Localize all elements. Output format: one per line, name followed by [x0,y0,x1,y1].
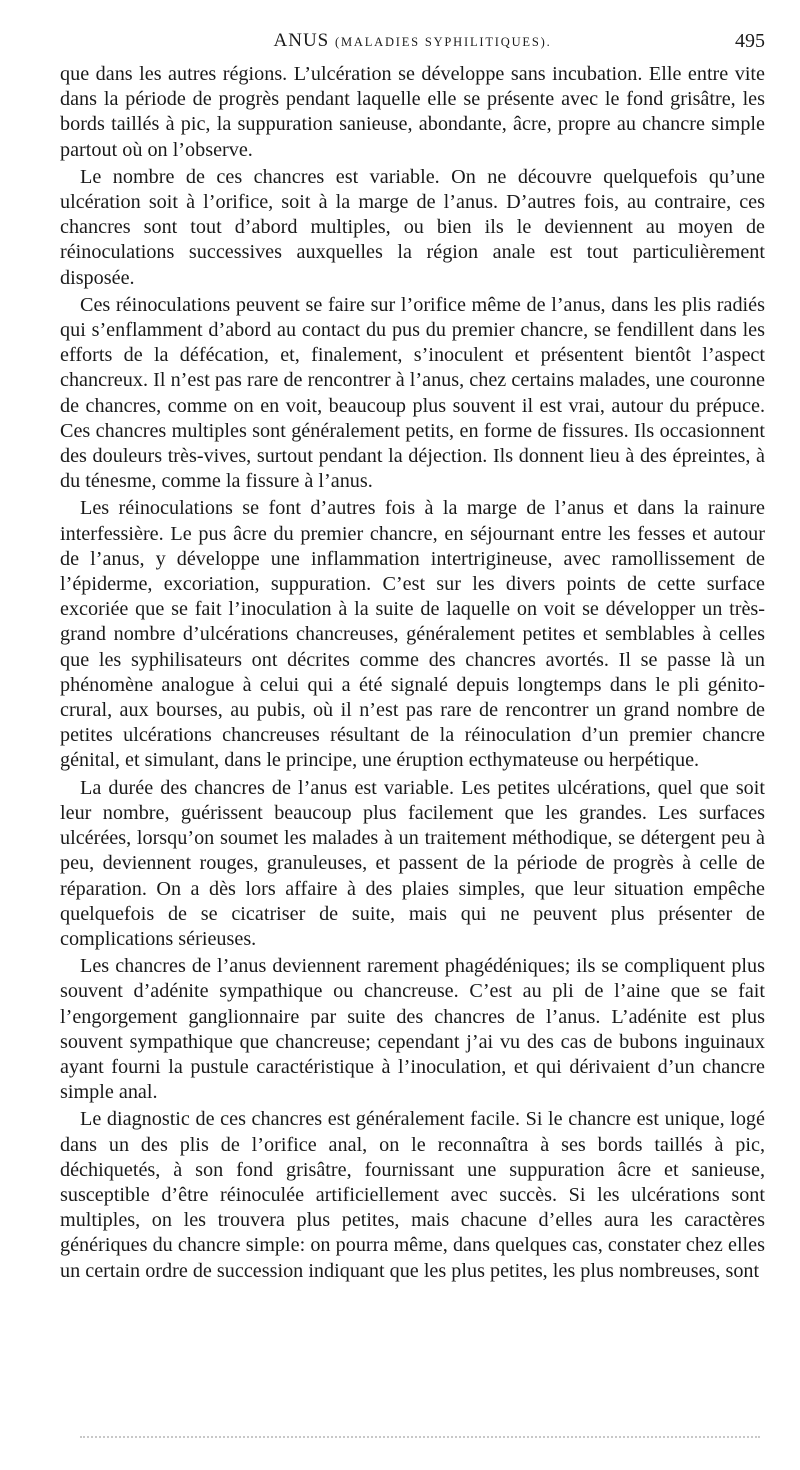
page-number: 495 [735,30,765,52]
paragraph-3: Ces réinoculations peuvent se faire sur l’orifice même de l’anus, dans les plis radiés qui s’enflamment d’abord au contact du pus du premier chancre, se fendillent dans les efforts de la défécation, et, finalement, s’inoculent et présentent bientôt l’aspect chancreux. Il n’est pas rare de rencontrer à l’anus, chez certains malades, une couronne de chancres, comme on en voit, beaucoup plus souvent il est vrai, autour du prépuce. Ces chancres multiples sont généralement petits, en forme de fissures. Ils occasionnent des douleurs très-vives, surtout pendant la déjection. Ils donnent lieu à des épreintes, à du ténesme, comme la fissure à l’anus. [60,293,765,493]
running-head-title [60,28,765,55]
paragraph-4: Les réinoculations se font d’autres fois à la marge de l’anus et dans la rainure interfessière. Le pus âcre du premier chancre, en séjournant entre les fesses et autour de l’anus, y développe une inflammation intertrigineuse, avec ramollissement de l’épiderme, excoriation, suppuration. C’est sur les divers points de cette surface excoriée que se fait l’inoculation à la suite de laquelle on voit se développer un très-grand nombre d’ulcérations chancreuses, généralement petites et semblables à celles que les syphilisateurs ont décrites comme des chancres avortés. Il se passe là un phénomène analogue à celui qui a été signalé depuis longtemps dans le pli génito-crural, aux bourses, au pubis, où il n’est pas rare de rencontrer un grand nombre de petites ulcérations chancreuses résultant de la réinoculation d’un premier chancre génital, et simulant, dans le principe, une éruption ecthymateuse ou herpétique. [60,497,765,772]
running-head [60,28,765,54]
body-text [60,62,765,1284]
running-head-title-sub: (MALADIES SYPHILITIQUES). [334,35,552,49]
running-head-title-main: ANUS [273,30,330,51]
paragraph-6: Les chancres de l’anus deviennent rarement phagédéniques; ils se compliquent plus souvent d’adénite sympathique ou chancreuse. C’est au pli de l’aine que se fait l’engorgement ganglionnaire par suite des chancres de l’anus. L’adénite est plus souvent sympathique que chancreuse; cependant j’ai vu des cas de bubons inguinaux ayant fourni la pustule caractéristique à l’inoculation, et qui dérivaient d’un chancre simple anal. [60,955,765,1104]
bottom-bleed-through-line [80,1436,760,1440]
paragraph-7: Le diagnostic de ces chancres est généralement facile. Si le chancre est unique, logé dans un des plis de l’orifice anal, on le reconnaîtra à ses bords taillés à pic, déchiquetés, à son fond grisâtre, fournissant une suppuration âcre et sanieuse, susceptible d’être réinoculée artificiellement avec succès. Si les ulcérations sont multiples, on les trouvera plus petites, mais chacune d’elles aura les caractères génériques du chancre simple: on pourra même, dans quelques cas, constater chez elles un certain ordre de succession indiquant que les plus petites, les plus nombreuses, sont [60,1108,765,1282]
paragraph-2: Le nombre de ces chancres est variable. On ne découvre quelquefois qu’une ulcération soit à l’orifice, soit à la marge de l’anus. D’autres fois, au contraire, ces chancres sont tout d’abord multiples, ou bien ils le deviennent au moyen de réinoculations successives auxquelles la région anale est tout particulièrement disposée. [60,165,765,289]
paragraph-1: que dans les autres régions. L’ulcération se développe sans incubation. Elle entre vite dans la période de progrès pendant laquelle elle se présente avec le fond grisâtre, les bords taillés à pic, la suppuration sanieuse, abondante, âcre, propre au chancre simple partout où on l’observe. [60,63,765,161]
paragraph-5: La durée des chancres de l’anus est variable. Les petites ulcérations, quel que soit leur nombre, guérissent beaucoup plus facilement que les grandes. Les surfaces ulcérées, lorsqu’on soumet les malades à un traitement méthodique, se détergent peu à peu, deviennent rouges, granuleuses, et passent de la période de progrès à celle de réparation. On a dès lors affaire à des plaies simples, que leur situation empêche quelquefois de se cicatriser de suite, mais qui ne peuvent plus présenter de complications sérieuses. [60,776,765,950]
